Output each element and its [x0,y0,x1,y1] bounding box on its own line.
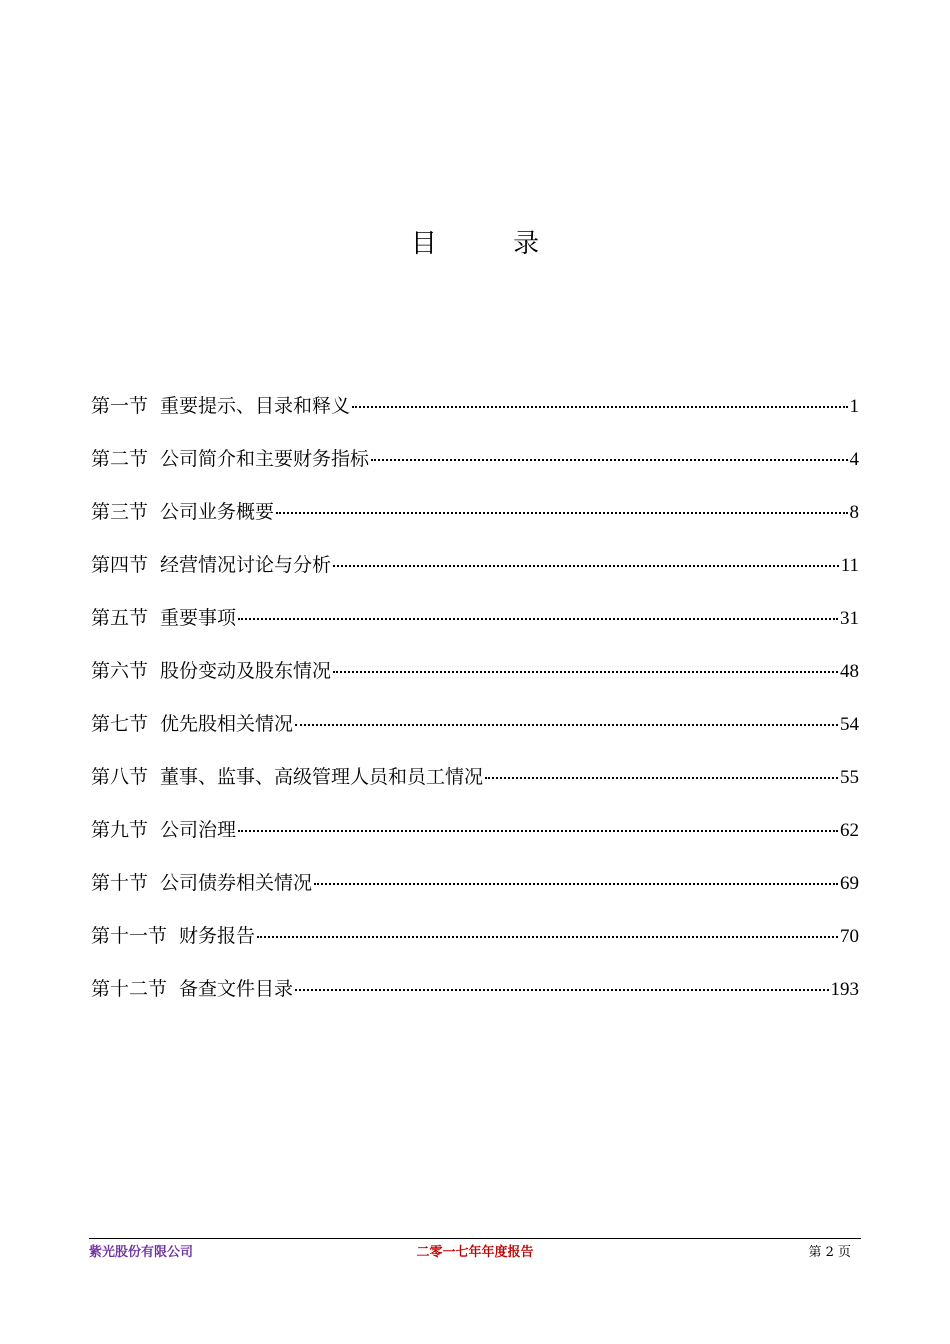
toc-dot-leader [314,883,838,885]
toc-section-title: 重要提示、目录和释义 [160,395,351,417]
toc-section-title: 重要事项 [160,607,237,629]
toc-page-number: 69 [840,873,859,894]
toc-section-number: 第八节 [91,766,149,788]
toc-entry[interactable] [91,388,859,441]
toc-page-number: 54 [840,714,859,735]
toc-dot-leader [276,512,847,514]
toc-section-title: 备查文件目录 [179,978,294,1000]
toc-entry[interactable] [91,865,859,918]
toc-page-number: 193 [830,979,859,1000]
toc-dot-leader [485,777,838,779]
toc-section-title: 公司简介和主要财务指标 [160,448,370,470]
toc-section-number: 第七节 [91,713,149,735]
toc-dot-leader [238,618,838,620]
toc-entry[interactable] [91,918,859,971]
toc-section-number: 第十一节 [91,925,168,947]
toc-entry[interactable] [91,600,859,653]
toc-page-number: 70 [840,926,859,947]
toc-dot-leader [257,936,838,938]
toc-page-number: 11 [840,555,859,576]
page-title: 目 录 [410,229,574,259]
toc-section-number: 第五节 [91,607,149,629]
toc-section-title: 董事、监事、高级管理人员和员工情况 [160,766,484,788]
toc-entry[interactable] [91,653,859,706]
footer-page-number: 第 2 页 [808,1245,851,1260]
toc-page-number: 31 [840,608,859,629]
toc-section-title: 经营情况讨论与分析 [160,554,332,576]
toc-dot-leader [352,406,847,408]
toc-page-number: 8 [849,502,859,523]
toc-section-number: 第二节 [91,448,149,470]
toc-page-number: 48 [840,661,859,682]
toc-dot-leader [238,830,838,832]
toc-section-number: 第三节 [91,501,149,523]
toc-page-number: 1 [849,396,859,417]
toc-section-title: 公司业务概要 [160,501,275,523]
toc-entry[interactable] [91,759,859,812]
toc-entry[interactable] [91,494,859,547]
toc-entry[interactable] [91,812,859,865]
page-footer [89,1238,861,1265]
toc-section-title: 财务报告 [179,925,256,947]
toc-section-number: 第六节 [91,660,149,682]
toc-entry[interactable] [91,971,859,1024]
toc-dot-leader [295,724,838,726]
toc-entry[interactable] [91,441,859,494]
footer-company-name: 紫光股份有限公司 [89,1245,194,1260]
toc-section-title: 公司债券相关情况 [160,872,313,894]
table-of-contents [91,388,859,1024]
toc-page-number: 55 [840,767,859,788]
toc-section-number: 第九节 [91,819,149,841]
toc-dot-leader [333,671,838,673]
toc-dot-leader [333,565,839,567]
toc-page-number: 62 [840,820,859,841]
toc-page-number: 4 [849,449,859,470]
toc-section-title: 优先股相关情况 [160,713,294,735]
toc-entry[interactable] [91,547,859,600]
toc-section-number: 第四节 [91,554,149,576]
toc-section-title: 股份变动及股东情况 [160,660,332,682]
toc-dot-leader [295,989,828,991]
toc-section-number: 第一节 [91,395,149,417]
toc-section-number: 第十二节 [91,978,168,1000]
toc-dot-leader [371,459,847,461]
footer-report-title: 二零一七年年度报告 [416,1245,534,1260]
toc-entry[interactable] [91,706,859,759]
toc-section-title: 公司治理 [160,819,237,841]
toc-section-number: 第十节 [91,872,149,894]
